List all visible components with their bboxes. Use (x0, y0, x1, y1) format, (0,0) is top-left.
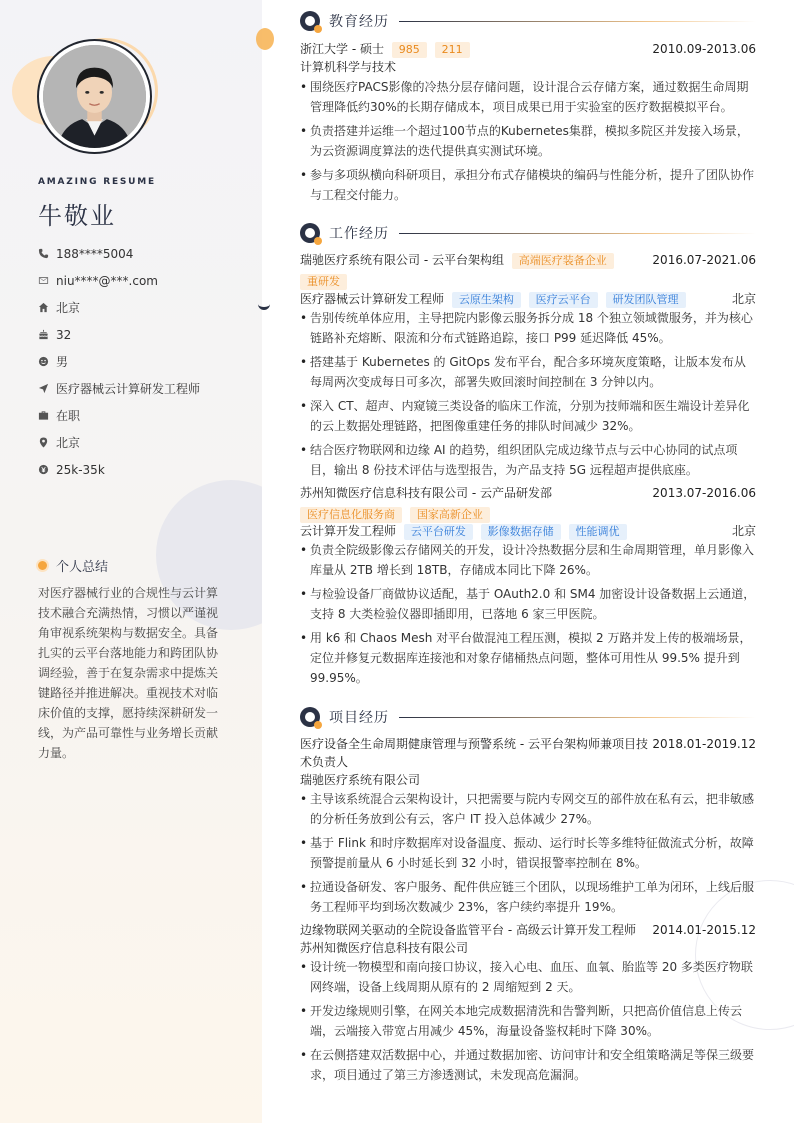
list-item: • 主导该系统混合云架构设计，只把需要与院内专网交互的部件放在私有云，把非敏感的分析任务放到公有云，客户 IT 投入总体减少 27%。 (300, 789, 756, 829)
job-role-row (300, 290, 756, 308)
section-icon (300, 223, 320, 243)
contact-info (38, 240, 200, 483)
position-text: 医疗器械云计算研发工程师 (56, 382, 201, 396)
list-item: • 基于 Flink 和时序数据库对设备温度、振动、运行时长等多维特征做流式分析，故障预警提前量从 6 小时延长到 32 小时，错误报警率控制在 8%。 (300, 833, 756, 873)
status-text: 在职 (56, 409, 81, 423)
list-item: • 开发边缘规则引擎，在网关本地完成数据清洗和告警判断，只把高价值信息上传云端，云端接入带宽占用减少 45%，海量设备鉴权耗时下降 30%。 (300, 1001, 756, 1041)
job-bullets (300, 540, 756, 692)
project-title-row (300, 921, 756, 939)
section-icon (300, 707, 320, 727)
send-icon (38, 383, 49, 394)
skill-tag: 研发团队管理 (606, 292, 686, 308)
list-item: • 结合医疗物联网和边缘 AI 的趋势，组织团队完成边缘节点与云中心协同的试点项目，输出 8 份技术评估与选型报告，为产品支持 5G 远程超声提供底座。 (300, 440, 756, 480)
project-bullets (300, 957, 756, 1089)
list-item: • 设计统一物模型和南向接口协议，接入心电、血压、血氧、胎监等 20 多类医疗物联网终端，设备上线周期从原有的 2 周缩短到 2 天。 (300, 957, 756, 997)
education-heading (300, 11, 756, 31)
job-date: 2013.07-2016.06 (652, 486, 756, 500)
gender-icon (38, 356, 49, 367)
phone-text: 188****5004 (56, 246, 134, 261)
work-title: 工作经历 (329, 226, 389, 242)
info-phone (38, 240, 200, 267)
location-pin-icon (38, 437, 49, 448)
job-role: 医疗器械云计算研发工程师 (300, 292, 445, 306)
skill-tag: 云平台研发 (404, 524, 473, 540)
briefcase-icon (38, 410, 49, 421)
cake-icon (38, 329, 49, 340)
education-date: 2010.09-2013.06 (652, 42, 756, 56)
job-role-row (300, 522, 756, 540)
summary-heading (38, 556, 108, 575)
education-title: 教育经历 (329, 14, 389, 30)
company-tag: 国家高新企业 (410, 507, 490, 523)
salary-text: 25k-35k (56, 462, 105, 477)
gender-text: 男 (56, 355, 69, 369)
list-item: • 与检验设备厂商做协议适配，基于 OAuth2.0 和 SM4 加密设计设备数据上云通道，支持 8 大类检验仪器即插即用，已落地 6 家三甲医院。 (300, 584, 756, 624)
company-tag: 医疗信息化服务商 (300, 507, 402, 523)
age-text: 32 (56, 327, 72, 342)
project-date: 2018.01-2019.12 (652, 737, 756, 751)
info-position (38, 375, 200, 402)
list-item: • 深入 CT、超声、内窥镜三类设备的临床工作流，分别为技师端和医生端设计差异化的云上数据处理链路，把图像重建任务的排队时间减少 32%。 (300, 396, 756, 436)
section-divider (399, 717, 756, 718)
location-text: 北京 (56, 301, 81, 315)
education-major: 计算机科学与技术 (300, 60, 397, 74)
project-org: 瑞驰医疗系统有限公司 (300, 773, 421, 787)
list-item: • 搭建基于 Kubernetes 的 GitOps 发布平台，配合多环境灰度策略，让版本发布从每周两次变成每日可多次，部署失败回滚时间控制在 3 分钟以内。 (300, 352, 756, 392)
info-status (38, 402, 200, 429)
projects-title: 项目经历 (329, 710, 389, 726)
projects-heading (300, 707, 756, 727)
mail-icon (38, 275, 49, 286)
list-item: • 负责全院级影像云存储网关的开发，设计冷热数据分层和生命周期管理，单月影像入库量从 2TB 增长到 18TB，存储成本同比下降 26%。 (300, 540, 756, 580)
phone-icon (38, 248, 49, 259)
list-item: • 用 k6 和 Chaos Mesh 对平台做混沌工程压测，模拟 2 万路并发上传的极端场景，定位并修复元数据库连接池和对象存储桶热点问题，整体可用性从 99.5% 提升到 99.95%。 (300, 628, 756, 688)
section-icon (300, 11, 320, 31)
list-item: • 拉通设备研发、客户服务、配件供应链三个团队，以现场维护工单为闭环，上线后服务工程师平均到场次数减少 23%，客户续约率提升 19%。 (300, 877, 756, 917)
avatar-photo (43, 45, 146, 148)
candidate-name: 牛敬业 (38, 202, 116, 230)
summary-title: 个人总结 (56, 560, 109, 575)
home-icon (38, 302, 49, 313)
info-gender (38, 348, 200, 375)
work-heading (300, 223, 756, 243)
company-name: 瑞驰医疗系统有限公司 - 云平台架构组 (300, 253, 504, 267)
education-bullets (300, 77, 756, 209)
company-name: 苏州知微医疗信息科技有限公司 - 云产品研发部 (300, 486, 552, 500)
info-email (38, 267, 200, 294)
skill-tag: 影像数据存储 (481, 524, 561, 540)
email-text: niu****@***.com (56, 273, 158, 288)
company-tag: 重研发 (300, 274, 347, 290)
project-name: 医疗设备全生命周期健康管理与预警系统 - 云平台架构师兼项目技术负责人 (300, 737, 648, 769)
skill-tag: 医疗云平台 (529, 292, 598, 308)
project-date: 2014.01-2015.12 (652, 923, 756, 937)
job-date: 2016.07-2021.06 (652, 253, 756, 267)
project-name: 边缘物联网关驱动的全院设备监管平台 - 高级云计算开发工程师 (300, 923, 636, 937)
bullet-dot-icon (38, 561, 47, 570)
project-title-row (300, 735, 756, 771)
list-item: • 参与多项纵横向科研项目，承担分布式存储模块的编码与性能分析，提升了团队协作与工程交付能力。 (300, 165, 756, 205)
decor-dot (256, 28, 274, 50)
info-age (38, 321, 200, 348)
section-divider (399, 21, 756, 22)
school-tag: 985 (392, 42, 427, 58)
job-role: 云计算开发工程师 (300, 524, 397, 538)
resume-banner: AMAZING RESUME (38, 177, 156, 187)
project-bullets (300, 789, 756, 921)
decor-arc (258, 296, 270, 310)
job-bullets (300, 308, 756, 484)
job-company-row (300, 251, 756, 269)
project-org: 苏州知微医疗信息科技有限公司 (300, 941, 469, 955)
section-divider (399, 233, 756, 234)
city-text: 北京 (56, 436, 81, 450)
school-name: 浙江大学 - 硕士 (300, 42, 384, 56)
education-school-row (300, 40, 756, 58)
info-city (38, 429, 200, 456)
job-city: 北京 (731, 524, 756, 538)
job-tag-row (300, 505, 756, 523)
skill-tag: 性能调优 (569, 524, 627, 540)
summary-text: 对医疗器械行业的合规性与云计算技术融合充满热情，习惯以严谨视角审视系统架构与数据安全。具备扎实的云平台落地能力和跨团队协调经验，善于在复杂需求中提炼关键路径并推进解决。重视技术对临床价值的支撑，愿持续深耕研发一线，为产品可靠性与业务增长贡献力量。 (38, 586, 219, 760)
info-location (38, 294, 200, 321)
avatar (37, 39, 152, 154)
job-tag-row (300, 272, 756, 290)
company-tag: 高端医疗装备企业 (512, 253, 614, 269)
list-item: • 在云侧搭建双活数据中心，并通过数据加密、访问审计和安全组策略满足等保三级要求，项目通过了第三方渗透测试，未发现高危漏洞。 (300, 1045, 756, 1085)
list-item: • 告别传统单体应用，主导把院内影像云服务拆分成 18 个独立领域微服务，并为核心链路补充熔断、限流和分布式链路追踪，接口 P99 延迟降低 45%。 (300, 308, 756, 348)
list-item: • 围绕医疗PACS影像的冷热分层存储问题，设计混合云存储方案，通过数据生命周期管理降低约30%的长期存储成本，项目成果已用于实验室的医疗数据模拟平台。 (300, 77, 756, 117)
job-company-row (300, 484, 756, 502)
job-city: 北京 (731, 292, 756, 306)
salary-icon (38, 464, 49, 475)
list-item: • 负责搭建并运维一个超过100节点的Kubernetes集群，模拟多院区并发接入场景，为云资源调度算法的迭代提供真实测试环境。 (300, 121, 756, 161)
skill-tag: 云原生架构 (452, 292, 521, 308)
school-tag: 211 (435, 42, 470, 58)
info-salary (38, 456, 200, 483)
sidebar (0, 0, 262, 1123)
